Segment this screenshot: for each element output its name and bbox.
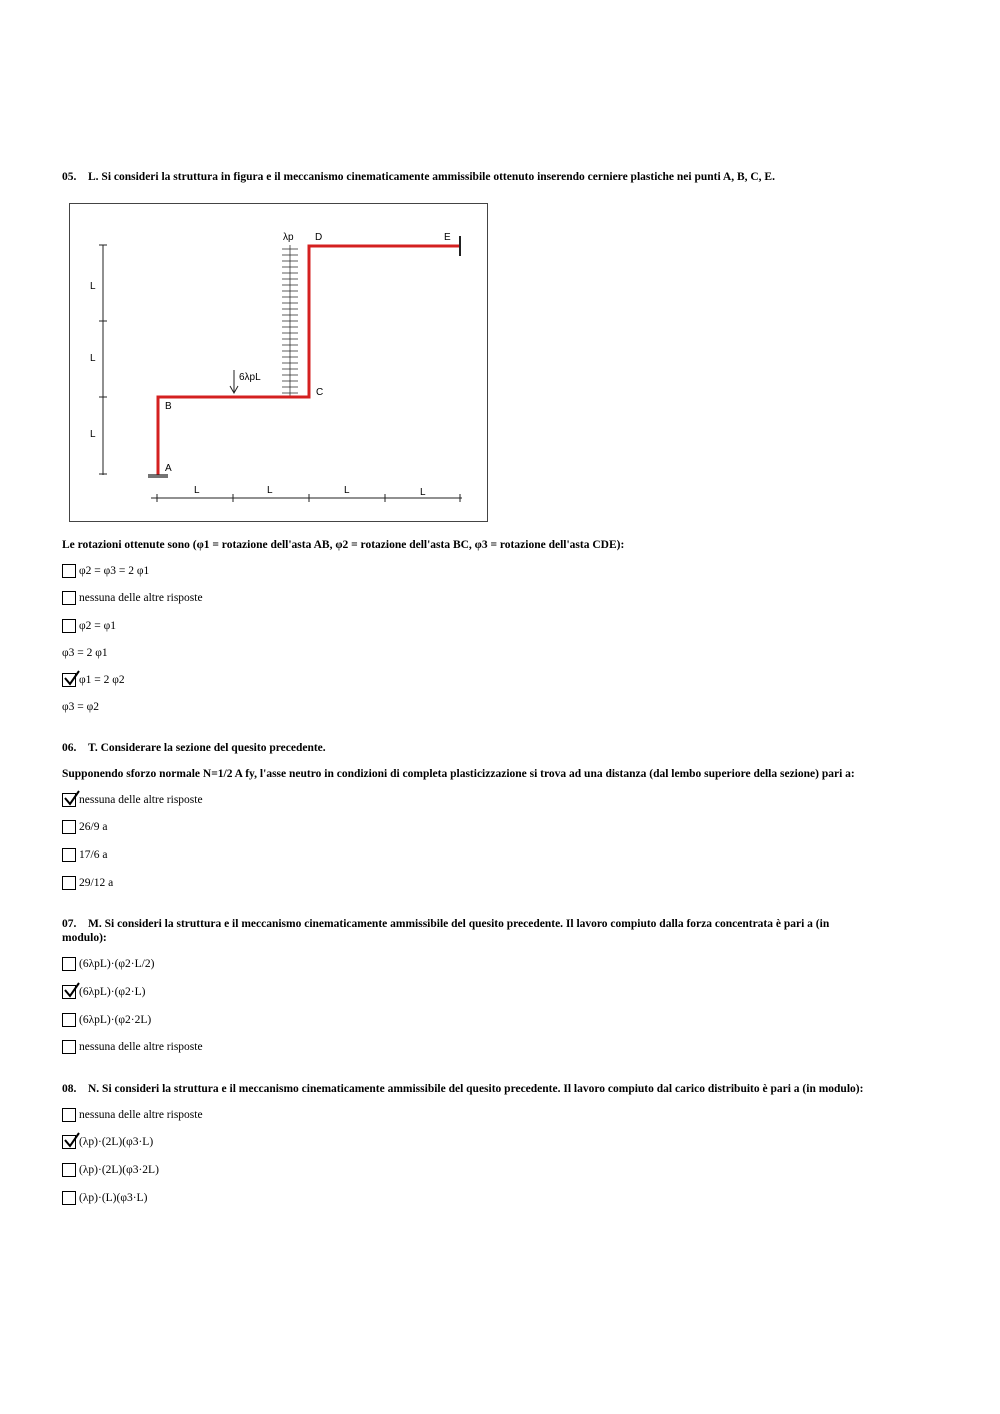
- checkbox-checked[interactable]: [62, 793, 76, 807]
- option-label: (6λpL)·(φ2·L): [79, 986, 146, 998]
- option: [62, 1190, 147, 1206]
- option-label: 29/12 a: [79, 877, 114, 889]
- option-continuation: φ3 = φ2: [62, 701, 100, 713]
- option: [62, 1162, 159, 1178]
- node-e-label: E: [444, 232, 451, 243]
- option: [62, 819, 107, 835]
- distributed-load-label: λp: [283, 232, 294, 243]
- figure-border: [70, 204, 488, 522]
- option: [62, 792, 203, 808]
- dim-label-v1: L: [90, 281, 96, 292]
- checkmark-icon: [63, 982, 81, 1000]
- question-05-title: [62, 170, 775, 184]
- question-07-title-cont: modulo):: [62, 932, 107, 944]
- option-label: φ2 = φ1: [79, 620, 117, 632]
- question-05-stem: Le rotazioni ottenute sono (φ1 = rotazione dell'asta AB, φ2 = rotazione dell'asta BC, φ3 = rotazione dell'asta CDE):: [62, 539, 625, 551]
- question-text: L. Si consideri la struttura in figura e il meccanismo cinematicamente ammissibile ottenuto inserendo cerniere plastiche nei punti A, B, C, E.: [88, 171, 775, 183]
- checkbox[interactable]: [62, 1040, 76, 1054]
- option-label: nessuna delle altre risposte: [79, 1109, 203, 1121]
- checkbox[interactable]: [62, 1163, 76, 1177]
- option-label: nessuna delle altre risposte: [79, 794, 203, 806]
- checkmark-icon: [63, 790, 81, 808]
- option-label: φ1 = 2 φ2: [79, 674, 125, 686]
- option: [62, 875, 113, 891]
- option: [62, 672, 125, 688]
- checkmark-icon: [63, 1132, 81, 1150]
- checkmark-icon: [63, 670, 81, 688]
- node-d-label: D: [315, 232, 323, 243]
- node-c-label: C: [316, 387, 324, 398]
- question-text: M. Si consideri la struttura e il meccanismo cinematicamente ammissibile del quesito precedente. Il lavoro compiuto dalla forza concentrata è pari a (in: [88, 918, 830, 930]
- option-label: nessuna delle altre risposte: [79, 1041, 203, 1053]
- option: [62, 563, 149, 579]
- question-06-stem: Supponendo sforzo normale N=1/2 A fy, l'asse neutro in condizioni di completa plasticizzazione si trova ad una distanza (dal lembo superiore della sezione) pari a:: [62, 768, 855, 780]
- dim-label-h2: L: [267, 485, 273, 496]
- checkbox-checked[interactable]: [62, 1135, 76, 1149]
- question-number: 05.: [62, 171, 77, 183]
- option: [62, 1107, 203, 1123]
- option-label: (λp)·(L)(φ3·L): [79, 1192, 148, 1204]
- option: [62, 984, 146, 1000]
- checkbox[interactable]: [62, 848, 76, 862]
- option: [62, 1012, 151, 1028]
- question-text: T. Considerare la sezione del quesito precedente.: [88, 742, 326, 754]
- dim-label-h4: L: [420, 487, 426, 498]
- option: [62, 618, 116, 634]
- option: [62, 847, 107, 863]
- question-07-title: [62, 917, 829, 931]
- checkbox[interactable]: [62, 876, 76, 890]
- question-08-title: [62, 1082, 863, 1096]
- option-continuation: φ3 = 2 φ1: [62, 647, 108, 659]
- option-label: φ2 = φ3 = 2 φ1: [79, 565, 150, 577]
- option-label: nessuna delle altre risposte: [79, 592, 203, 604]
- option: [62, 1039, 203, 1055]
- checkbox[interactable]: [62, 1108, 76, 1122]
- question-number: 07.: [62, 918, 77, 930]
- checkbox[interactable]: [62, 1191, 76, 1205]
- option-label: 26/9 a: [79, 821, 108, 833]
- checkbox[interactable]: [62, 564, 76, 578]
- option: [62, 956, 154, 972]
- checkbox[interactable]: [62, 820, 76, 834]
- checkbox-checked[interactable]: [62, 673, 76, 687]
- concentrated-load-label: 6λpL: [239, 372, 261, 383]
- dim-label-v3: L: [90, 429, 96, 440]
- option-label: 17/6 a: [79, 849, 108, 861]
- option: [62, 1134, 153, 1150]
- question-06-title: [62, 741, 326, 755]
- question-number: 06.: [62, 742, 77, 754]
- checkbox[interactable]: [62, 619, 76, 633]
- structure-figure: [69, 203, 488, 522]
- checkbox[interactable]: [62, 957, 76, 971]
- dim-label-h3: L: [344, 485, 350, 496]
- node-b-label: B: [165, 401, 172, 412]
- option-label: (λp)·(2L)(φ3·L): [79, 1136, 154, 1148]
- checkbox[interactable]: [62, 591, 76, 605]
- checkbox-checked[interactable]: [62, 985, 76, 999]
- option-label: (λp)·(2L)(φ3·2L): [79, 1164, 159, 1176]
- question-number: 08.: [62, 1083, 77, 1095]
- option-label: (6λpL)·(φ2·L/2): [79, 958, 155, 970]
- dim-label-h1: L: [194, 485, 200, 496]
- question-text: N. Si consideri la struttura e il meccanismo cinematicamente ammissibile del quesito precedente. Il lavoro compiuto dal carico distribuito è pari a (in modulo):: [88, 1083, 864, 1095]
- dim-label-v2: L: [90, 353, 96, 364]
- checkbox[interactable]: [62, 1013, 76, 1027]
- option-label: (6λpL)·(φ2·2L): [79, 1014, 152, 1026]
- node-a-label: A: [165, 463, 172, 474]
- option: [62, 590, 203, 606]
